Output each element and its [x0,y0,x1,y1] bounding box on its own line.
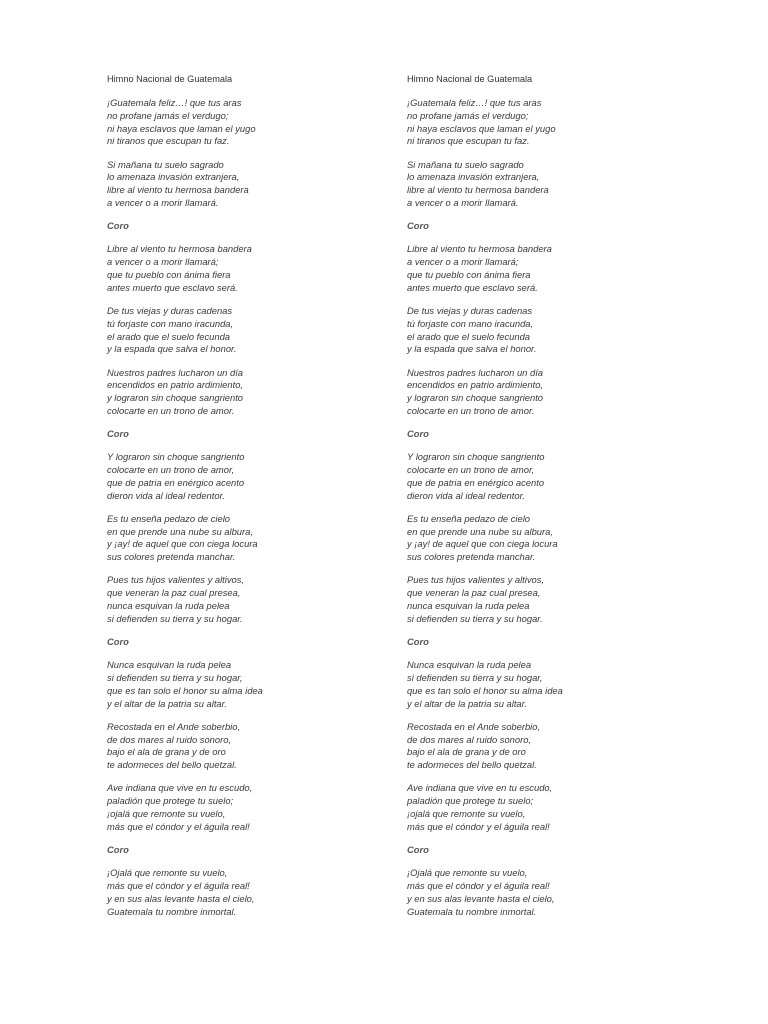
verse-line: colocarte en un trono de amor. [107,404,235,416]
coro-label: Coro [107,843,129,855]
verse-line: lo amenaza invasión extranjera, [407,171,540,183]
verse-line: ni tiranos que escupan tu faz. [107,135,230,147]
stanza [407,721,737,772]
verse-line: que es tan solo el honor su alma idea [107,684,263,696]
stanza [107,574,437,625]
coro-label: Coro [107,220,129,232]
stanza [107,451,437,502]
verse-line: Recostada en el Ande soberbio, [407,720,541,732]
verse-line: Y lograron sin choque sangriento [407,451,545,463]
verse-line: ni haya esclavos que laman el yugo [407,122,556,134]
stanza [407,451,737,502]
coro-label: Coro [407,636,429,647]
verse-line: lo amenaza invasión extranjera, [107,171,240,183]
verse-line: De tus viejas y duras cadenas [107,304,233,316]
verse-line: de dos mares al ruido sonoro, [407,733,532,745]
stanza [107,513,437,564]
stanza [107,305,437,356]
verse-line: que veneran la paz cual presea, [407,587,541,599]
stanza [407,367,737,418]
document-title: Himno Nacional de Guatemala [407,74,533,84]
verse-line: Y lograron sin choque sangriento [107,451,245,463]
verse-line: encendidos en patrio ardimiento, [407,379,544,391]
verse-line: colocarte en un trono de amor, [107,464,235,476]
right-column [407,73,737,929]
verse-line: Si mañana tu suelo sagrado [107,158,224,170]
stanza [107,97,437,148]
verse-line: más que el cóndor y el águila real! [107,820,250,832]
verse-line: tú forjaste con mano iracunda, [407,317,534,329]
stanza [407,659,737,710]
coro-label: Coro [407,220,429,232]
verse-line: si defienden su tierra y su hogar. [107,612,243,624]
verse-line: dieron vida al ideal redentor. [407,489,525,501]
stanza [407,513,737,564]
verse-line: ¡Ojalá que remonte su vuelo, [407,867,528,879]
verse-line: que es tan solo el honor su alma idea [407,684,563,696]
stanza [407,867,737,918]
verse-line: a vencer o a morir llamará; [407,256,519,268]
stanza [107,867,437,918]
verse-line: Nuestros padres lucharon un día [107,366,244,378]
verse-line: y el altar de la patria su altar. [107,697,228,709]
verse-line: Guatemala tu nombre inmortal. [407,905,537,917]
verse-line: paladión que protege tu suelo; [407,795,534,807]
verse-line: dieron vida al ideal redentor. [107,489,225,501]
coro-label: Coro [407,843,429,855]
verse-line: antes muerto que esclavo será. [407,281,538,293]
stanza [107,659,437,710]
verse-line: ¡Ojalá que remonte su vuelo, [107,867,228,879]
verse-line: Nunca esquivan la ruda pelea [107,659,232,671]
left-column [107,73,437,929]
stanza [107,367,437,418]
verse-line: sus colores pretenda manchar. [407,551,536,563]
verse-line: bajo el ala de grana y de oro [407,746,526,758]
verse-line: te adormeces del bello quetzal. [407,759,537,771]
coro-label: Coro [407,428,429,440]
verse-line: Libre al viento tu hermosa bandera [407,243,552,255]
verse-line: bajo el ala de grana y de oro [107,746,226,758]
verse-line: colocarte en un trono de amor, [407,464,535,476]
verse-line: Pues tus hijos valientes y altivos, [407,574,545,586]
verse-line: encendidos en patrio ardimiento, [107,379,244,391]
verse-line: y la espada que salva el honor. [107,343,237,355]
verse-line: Ave indiana que vive en tu escudo, [407,782,553,794]
stanza [107,243,437,294]
verse-line: De tus viejas y duras cadenas [407,304,533,316]
stanza [407,305,737,356]
verse-line: a vencer o a morir llamará. [407,196,519,208]
stanza [407,97,737,148]
verse-line: el arado que el suelo fecunda [407,330,531,342]
verse-line: más que el cóndor y el águila real! [407,820,550,832]
verse-line: Es tu enseña pedazo de cielo [107,512,231,524]
verse-line: que de patria en enérgico acento [107,476,245,488]
verse-line: a vencer o a morir llamará. [107,196,219,208]
verse-line: que veneran la paz cual presea, [107,587,241,599]
verse-line: de dos mares al ruido sonoro, [107,733,232,745]
verse-line: y ¡ay! de aquel que con ciega locura [407,538,558,550]
verse-line: Pues tus hijos valientes y altivos, [107,574,245,586]
verse-line: no profane jamás el verdugo; [407,109,529,121]
verse-line: tú forjaste con mano iracunda, [107,317,234,329]
verse-line: antes muerto que esclavo será. [107,281,238,293]
verse-line: y ¡ay! de aquel que con ciega locura [107,538,258,550]
verse-line: colocarte en un trono de amor. [407,404,535,416]
verse-line: a vencer o a morir llamará; [107,256,219,268]
verse-line: en que prende una nube su albura, [107,525,253,537]
verse-line: paladión que protege tu suelo; [107,795,234,807]
stanza [407,243,737,294]
anthem-text [407,97,737,918]
coro-label: Coro [107,428,129,440]
verse-line: y el altar de la patria su altar. [407,697,528,709]
verse-line: Nunca esquivan la ruda pelea [407,659,532,671]
verse-line: y lograron sin choque sangriento [407,392,544,404]
verse-line: que tu pueblo con ánima fiera [407,268,531,280]
verse-line: sus colores pretenda manchar. [107,551,236,563]
verse-line: Nuestros padres lucharon un día [407,366,544,378]
verse-line: Recostada en el Ande soberbio, [107,720,241,732]
verse-line: ¡Guatemala feliz…! que tus aras [407,97,542,108]
verse-line: y la espada que salva el honor. [407,343,537,355]
verse-line: Libre al viento tu hermosa bandera [107,243,252,255]
verse-line: ni tiranos que escupan tu faz. [407,135,530,147]
verse-line: si defienden su tierra y su hogar. [407,612,543,624]
verse-line: en que prende una nube su albura, [407,525,553,537]
verse-line: el arado que el suelo fecunda [107,330,231,342]
verse-line: y en sus alas levante hasta el cielo, [407,892,555,904]
verse-line: Ave indiana que vive en tu escudo, [107,782,253,794]
verse-line: ¡ojalá que remonte su vuelo, [407,807,526,819]
stanza [407,574,737,625]
verse-line: ¡Guatemala feliz…! que tus aras [107,97,242,108]
verse-line: Es tu enseña pedazo de cielo [407,512,531,524]
document-title: Himno Nacional de Guatemala [107,74,233,84]
coro-label: Coro [107,636,129,647]
verse-line: Si mañana tu suelo sagrado [407,158,524,170]
verse-line: que tu pueblo con ánima fiera [107,268,231,280]
stanza [407,782,737,833]
verse-line: y en sus alas levante hasta el cielo, [107,892,255,904]
verse-line: no profane jamás el verdugo; [107,109,229,121]
verse-line: ¡ojalá que remonte su vuelo, [107,807,226,819]
verse-line: nunca esquivan la ruda pelea [407,600,530,612]
stanza [107,782,437,833]
verse-line: si defienden su tierra y su hogar, [407,671,543,683]
verse-line: más que el cóndor y el águila real! [407,879,550,891]
verse-line: Guatemala tu nombre inmortal. [107,905,237,917]
verse-line: libre al viento tu hermosa bandera [407,184,549,196]
verse-line: y lograron sin choque sangriento [107,392,244,404]
stanza [407,159,737,210]
verse-line: nunca esquivan la ruda pelea [107,600,230,612]
verse-line: que de patria en enérgico acento [407,476,545,488]
verse-line: libre al viento tu hermosa bandera [107,184,249,196]
anthem-text [107,97,437,918]
stanza [107,721,437,772]
verse-line: te adormeces del bello quetzal. [107,759,237,771]
verse-line: si defienden su tierra y su hogar, [107,671,243,683]
verse-line: ni haya esclavos que laman el yugo [107,122,256,134]
stanza [107,159,437,210]
verse-line: más que el cóndor y el águila real! [107,879,250,891]
